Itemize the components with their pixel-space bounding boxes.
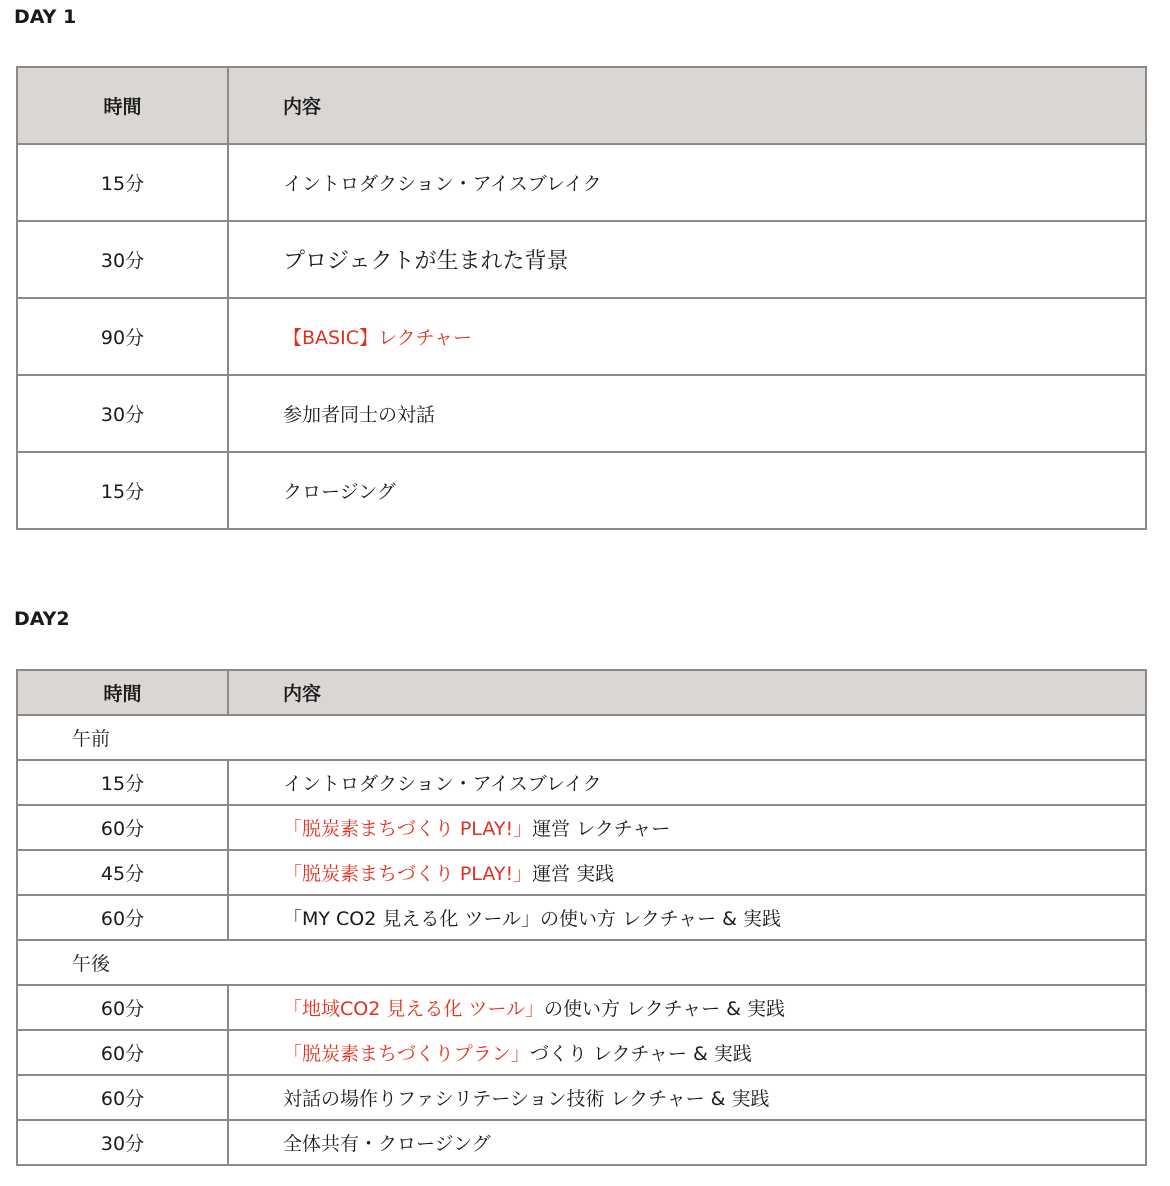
day1-title: DAY 1 (14, 6, 77, 28)
row-content: 対話の場作りファシリテーション技術 レクチャー & 実践 (228, 1075, 1146, 1120)
table-row (17, 985, 1146, 1030)
row-content: 【BASIC】レクチャー (228, 298, 1146, 375)
table-row (17, 1120, 1146, 1165)
row-content-highlight: 「脱炭素まちづくり PLAY!」 (283, 863, 533, 885)
row-content (228, 1030, 1146, 1075)
row-content-rest: 運営 実践 (532, 863, 615, 885)
header-time: 時間 (17, 67, 228, 144)
day2-title: DAY2 (14, 608, 70, 630)
row-content-highlight: 「脱炭素まちづくり PLAY!」 (283, 818, 533, 840)
row-content: 全体共有・クロージング (228, 1120, 1146, 1165)
table-row (17, 895, 1146, 940)
group-label-afternoon: 午後 (17, 940, 1146, 985)
row-content (228, 805, 1146, 850)
row-content: 「MY CO2 見える化 ツール」の使い方 レクチャー & 実践 (228, 895, 1146, 940)
row-time: 30分 (17, 221, 228, 298)
group-label-morning: 午前 (17, 715, 1146, 760)
row-time: 60分 (17, 895, 228, 940)
table-row (17, 298, 1146, 375)
row-content-rest: づくり レクチャー & 実践 (529, 1043, 752, 1065)
row-content (228, 985, 1146, 1030)
row-time: 60分 (17, 805, 228, 850)
header-content: 内容 (228, 67, 1146, 144)
row-time: 60分 (17, 1030, 228, 1075)
day2-schedule-table (16, 669, 1147, 1166)
row-time: 60分 (17, 985, 228, 1030)
row-content: プロジェクトが生まれた背景 (228, 221, 1146, 298)
table-row (17, 1075, 1146, 1120)
row-content: イントロダクション・アイスブレイク (228, 760, 1146, 805)
row-content: 参加者同士の対話 (228, 375, 1146, 452)
row-time: 15分 (17, 452, 228, 529)
table-row (17, 452, 1146, 529)
row-content (228, 850, 1146, 895)
table-header-row (17, 670, 1146, 715)
table-row (17, 805, 1146, 850)
table-row (17, 144, 1146, 221)
row-time: 15分 (17, 760, 228, 805)
group-row-afternoon (17, 940, 1146, 985)
header-time: 時間 (17, 670, 228, 715)
row-time: 90分 (17, 298, 228, 375)
group-row-morning (17, 715, 1146, 760)
day1-schedule-table (16, 66, 1147, 530)
row-content: イントロダクション・アイスブレイク (228, 144, 1146, 221)
row-content-highlight: 「地域CO2 見える化 ツール」 (283, 998, 545, 1020)
row-time: 30分 (17, 375, 228, 452)
table-header-row (17, 67, 1146, 144)
table-row (17, 1030, 1146, 1075)
row-content-highlight: 「脱炭素まちづくりプラン」 (283, 1043, 530, 1065)
row-content-rest: 運営 レクチャー (532, 818, 671, 840)
table-row (17, 221, 1146, 298)
row-content: クロージング (228, 452, 1146, 529)
row-time: 45分 (17, 850, 228, 895)
table-row (17, 375, 1146, 452)
table-row (17, 760, 1146, 805)
row-content-rest: の使い方 レクチャー & 実践 (544, 998, 786, 1020)
row-time: 60分 (17, 1075, 228, 1120)
header-content: 内容 (228, 670, 1146, 715)
row-time: 15分 (17, 144, 228, 221)
table-row (17, 850, 1146, 895)
row-time: 30分 (17, 1120, 228, 1165)
